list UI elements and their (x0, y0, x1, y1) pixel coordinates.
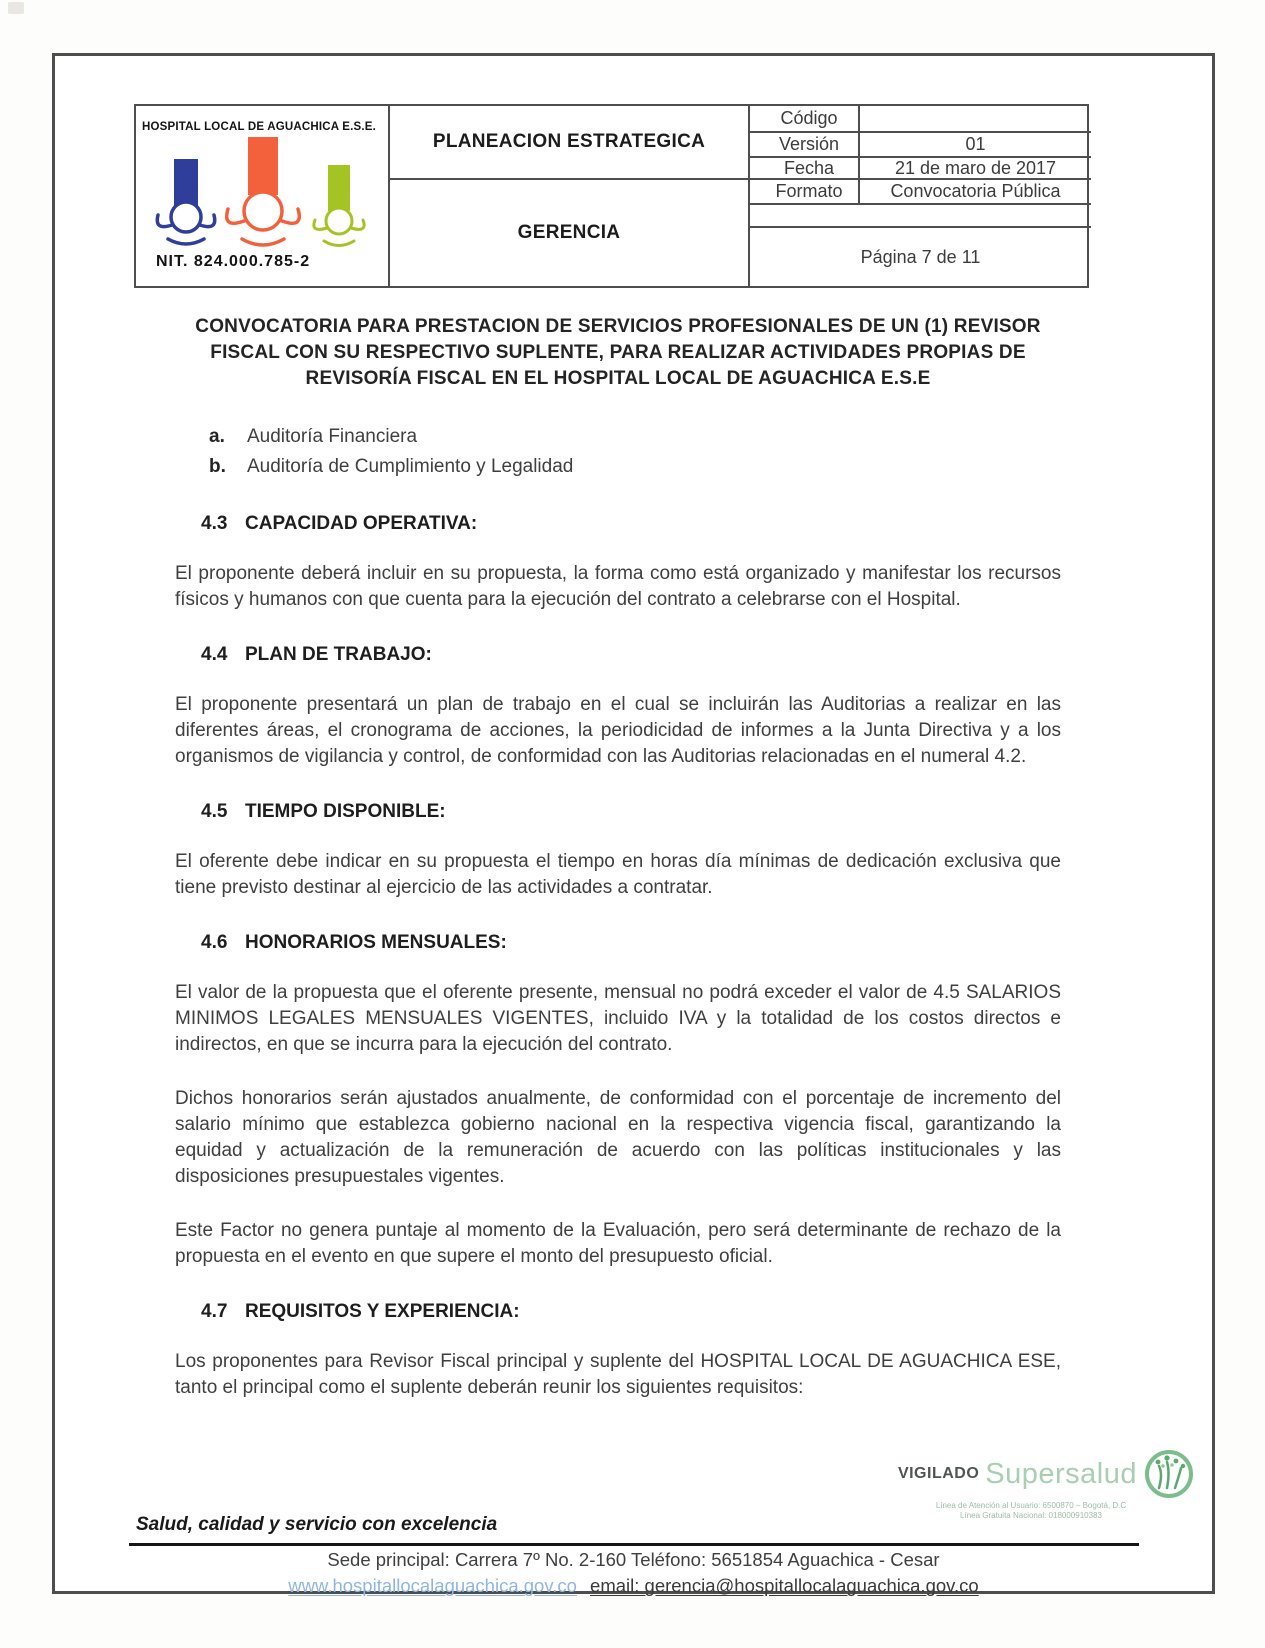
section-heading (201, 512, 1061, 536)
list-marker: b. (209, 456, 226, 477)
page-indicator: Página 7 de 11 (748, 226, 1091, 286)
paragraph: El valor de la propuesta que el oferente presente, mensual no podrá exceder el valor de 4.5 SALARIOS MINIMOS LEGALES MENSUALES VIGENTES, incluido IVA y la totalidad de los costos directos e indirectos, en que se incurra para la ejecución del contrato. (175, 982, 1061, 1055)
paragraph: El proponente presentará un plan de trabajo en el cual se incluirán las Auditorias a realizar en las diferentes áreas, el cronograma de acciones, la periodicidad de informes a la Junta Directiva y a los organismos de vigilancia y control, de conformidad con las Auditorias relacionadas en el numeral 4.2. (175, 694, 1061, 767)
supersalud-badge (895, 1448, 1195, 1521)
footer-slogan: Salud, calidad y servicio con excelencia (136, 1514, 498, 1535)
meta-value-formato: Convocatoria Pública (858, 178, 1091, 203)
org-nit: NIT. 824.000.785-2 (156, 252, 311, 270)
section-4-6 (175, 931, 1061, 1270)
section-title: PLAN DE TRABAJO: (245, 644, 432, 665)
logo-cell (136, 106, 388, 286)
list-marker: a. (209, 426, 225, 447)
vigilado-label: VIGILADO (897, 1465, 980, 1482)
section-4-7 (175, 1300, 1061, 1401)
paragraph: Los proponentes para Revisor Fiscal principal y suplente del HOSPITAL LOCAL DE AGUACHICA ESE, tanto el principal como el suplente deberán reunir los siguientes requisitos: (175, 1351, 1061, 1398)
section-4-5 (175, 800, 1061, 901)
paragraph: Dichos honorarios serán ajustados anualmente, de conformidad con el porcentaje de incremento del salario mínimo que establezca gobierno nacional en la respectiva vigencia fiscal, garantizando la equidad y actualización de la remuneración de acuerdo con las políticas institucionales y las disposiciones presupuestales vigentes. (175, 1088, 1061, 1187)
org-name: HOSPITAL LOCAL DE AGUACHICA E.S.E. (142, 120, 377, 133)
supersalud-label: Supersalud (985, 1457, 1137, 1490)
meta-label-version: Versión (748, 131, 858, 156)
header-spacer-row (748, 203, 1091, 226)
section-title: HONORARIOS MENSUALES: (245, 932, 507, 953)
section-title: REQUISITOS Y EXPERIENCIA: (245, 1301, 520, 1322)
document-title: CONVOCATORIA PARA PRESTACION DE SERVICIOS PROFESIONALES DE UN (1) REVISOR FISCAL CON SU RESPECTIVO SUPLENTE, PARA REALIZAR ACTIVIDADES PROPIAS DE REVISORÍA FISCAL EN EL HOSPITAL LOCAL DE AGUACHICA E.S.E (195, 316, 1041, 389)
supersalud-caption-line1: Línea de Atención al Usuario: 6500870 – Bogotá, D.C (935, 1501, 1127, 1510)
section-title: TIEMPO DISPONIBLE: (245, 801, 446, 822)
section-number: 4.3 (201, 513, 228, 534)
meta-value-version: 01 (858, 131, 1091, 156)
section-number: 4.6 (201, 932, 228, 953)
office-title: GERENCIA (388, 178, 748, 286)
section-number: 4.7 (201, 1301, 228, 1322)
paragraph: El oferente debe indicar en su propuesta el tiempo en horas día mínimas de dedicación exclusiva que tiene previsto destinar al ejercicio de las actividades a contratar. (175, 851, 1061, 898)
meta-label-formato: Formato (748, 178, 858, 203)
section-title: CAPACIDAD OPERATIVA: (245, 513, 478, 534)
section-heading (201, 643, 1061, 667)
footer-links (55, 1575, 1212, 1597)
page-frame (52, 53, 1215, 1594)
meta-label-codigo: Código (748, 106, 858, 131)
list-item (209, 452, 1061, 482)
section-heading (201, 931, 1061, 955)
meta-label-fecha: Fecha (748, 156, 858, 178)
email-link[interactable]: email: gerencia@hospitallocalaguachica.gov.co (590, 1575, 979, 1596)
supersalud-logo-icon (1143, 1448, 1195, 1500)
list-item (209, 422, 1061, 452)
audit-list (209, 422, 1061, 482)
website-link[interactable]: www.hospitallocalaguachica.gov.co (288, 1575, 577, 1596)
section-4-3 (175, 512, 1061, 613)
process-title: PLANEACION ESTRATEGICA (388, 106, 748, 178)
document-body (175, 314, 1061, 1401)
paragraph: Este Factor no genera puntaje al momento de la Evaluación, pero será determinante de rechazo de la propuesta en el evento en que supere el monto del presupuesto oficial. (175, 1220, 1061, 1267)
scan-artifact (8, 2, 24, 14)
list-text: Auditoría de Cumplimiento y Legalidad (247, 456, 574, 477)
supersalud-caption-line2: Línea Gratuita Nacional: 018000910383 (960, 1511, 1102, 1520)
section-number: 4.5 (201, 801, 228, 822)
section-number: 4.4 (201, 644, 228, 665)
list-text: Auditoría Financiera (247, 426, 418, 447)
hospital-logo-icon (152, 133, 372, 253)
section-4-4 (175, 643, 1061, 770)
footer-address: Sede principal: Carrera 7º No. 2-160 Teléfono: 5651854 Aguachica - Cesar (327, 1549, 940, 1570)
paragraph: El proponente deberá incluir en su propuesta, la forma como está organizado y manifestar los recursos físicos y humanos con que cuenta para la ejecución del contrato a celebrarse con el Hospital. (175, 563, 1061, 610)
meta-value-fecha: 21 de maro de 2017 (858, 156, 1091, 178)
header-table (134, 104, 1089, 288)
section-heading (201, 800, 1061, 824)
footer-divider (129, 1543, 1139, 1546)
meta-value-codigo (858, 106, 1091, 131)
section-heading (201, 1300, 1061, 1324)
